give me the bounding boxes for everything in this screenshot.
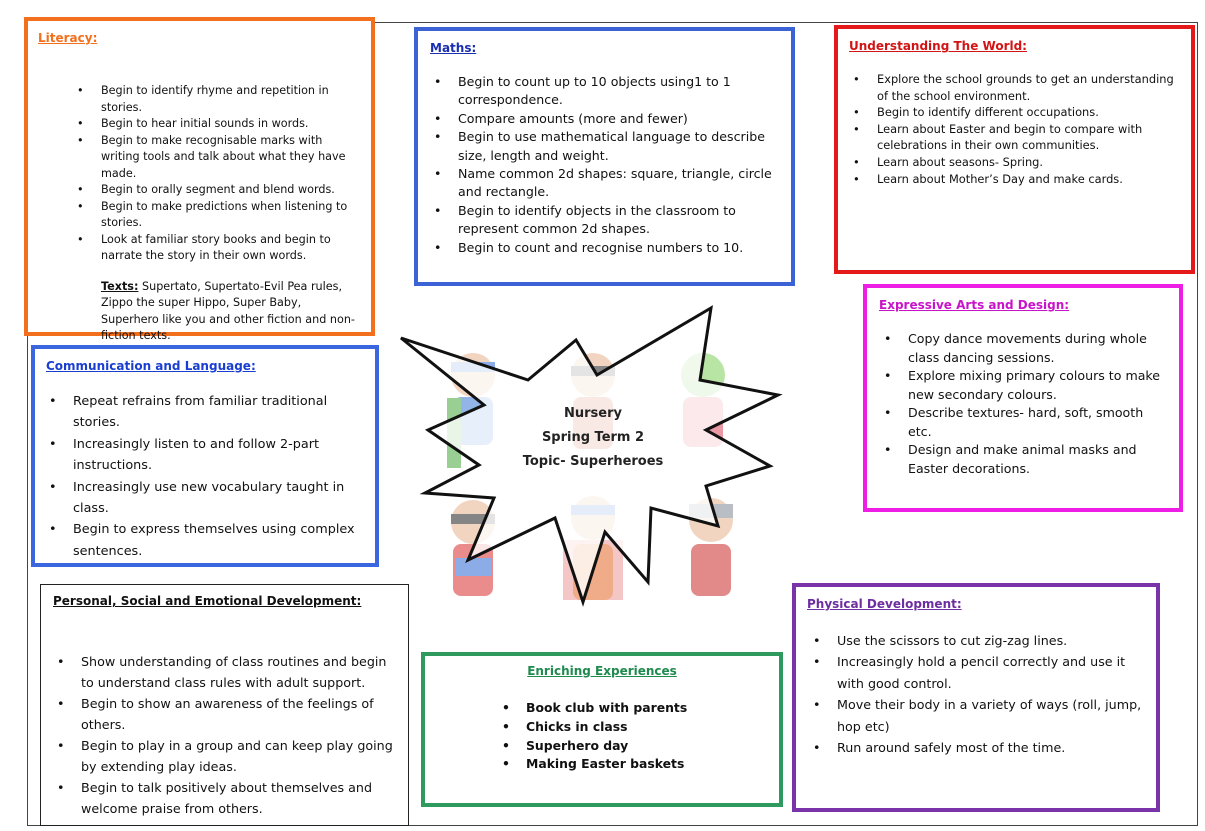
list-item: • Begin to count up to 10 objects using1 to 1 correspondence. <box>458 73 781 110</box>
list-item: • Making Easter baskets <box>526 755 769 774</box>
center-line-2: Spring Term 2 <box>541 430 645 445</box>
utw-title: Understanding The World: <box>849 39 1027 53</box>
list-item: • Begin to show an awareness of the feelings of others. <box>81 693 398 735</box>
list-item: • Begin to orally segment and blend words. <box>101 182 361 199</box>
enriching-experiences-box <box>421 652 783 807</box>
list-item: • Increasingly use new vocabulary taught in class. <box>73 477 365 520</box>
list-item: • Describe textures- hard, soft, smooth etc. <box>908 404 1169 441</box>
texts-label: Texts: <box>101 279 139 293</box>
maths-title: Maths: <box>430 41 477 55</box>
literacy-title: Literacy: <box>38 31 98 45</box>
communication-language-box <box>31 345 379 567</box>
list-item: • Compare amounts (more and fewer) <box>458 110 781 128</box>
list-item: • Repeat refrains from familiar traditional stories. <box>73 391 365 434</box>
list-item: • Begin to identify rhyme and repetition in stories. <box>101 83 361 116</box>
maths-list <box>430 73 781 257</box>
expressive-arts-box <box>863 284 1183 512</box>
list-item: • Copy dance movements during whole class dancing sessions. <box>908 330 1169 367</box>
psed-box <box>40 584 409 826</box>
cl-list <box>46 391 365 562</box>
pd-list <box>807 630 1146 758</box>
list-item: • Begin to talk positively about themselves and welcome praise from others. <box>81 777 398 819</box>
enrich-list <box>435 699 769 774</box>
enrich-title: Enriching Experiences <box>527 664 677 678</box>
list-item: • Explore mixing primary colours to make new secondary colours. <box>908 367 1169 404</box>
list-item: • Begin to identify objects in the classroom to represent common 2d shapes. <box>458 202 781 239</box>
pd-title: Physical Development: <box>807 597 962 611</box>
list-item: • Book club with parents <box>526 699 769 718</box>
utw-list <box>849 71 1181 187</box>
list-item: • Begin to make recognisable marks with writing tools and talk about what they have made. <box>101 133 361 183</box>
list-item: • Learn about Mother’s Day and make cards. <box>877 171 1181 188</box>
list-item: • Begin to make predictions when listening to stories. <box>101 199 361 232</box>
list-item: • Begin to play in a group and can keep play going by extending play ideas. <box>81 735 398 777</box>
physical-development-box <box>792 583 1160 812</box>
list-item: • Increasingly hold a pencil correctly and use it with good control. <box>837 651 1146 694</box>
psed-list <box>53 651 398 819</box>
list-item: • Show understanding of class routines and begin to understand class rules with adult support. <box>81 651 398 693</box>
ead-title: Expressive Arts and Design: <box>879 298 1070 312</box>
list-item: • Begin to hear initial sounds in words. <box>101 116 361 133</box>
topic-starburst <box>393 300 793 610</box>
list-item: • Begin to identify different occupations. <box>877 104 1181 121</box>
texts-body: Supertato, Supertato-Evil Pea rules, Zippo the super Hippo, Super Baby, Superhero like you and other fiction and non-fiction texts. <box>101 279 355 342</box>
list-item: • Design and make animal masks and Easter decorations. <box>908 441 1169 478</box>
literacy-list <box>38 83 361 265</box>
list-item: • Look at familiar story books and begin to narrate the story in their own words. <box>101 232 361 265</box>
center-line-1: Nursery <box>564 406 622 421</box>
list-item: • Run around safely most of the time. <box>837 737 1146 758</box>
list-item: • Use the scissors to cut zig-zag lines. <box>837 630 1146 651</box>
list-item: • Explore the school grounds to get an understanding of the school environment. <box>877 71 1181 104</box>
list-item: • Begin to use mathematical language to describe size, length and weight. <box>458 128 781 165</box>
list-item: • Superhero day <box>526 737 769 756</box>
understanding-world-box <box>834 25 1195 274</box>
list-item: • Begin to express themselves using complex sentences. <box>73 519 365 562</box>
list-item: • Learn about Easter and begin to compare with celebrations in their own communities. <box>877 121 1181 154</box>
literacy-texts <box>101 279 361 345</box>
list-item: • Learn about seasons- Spring. <box>877 154 1181 171</box>
cl-title: Communication and Language: <box>46 359 256 373</box>
list-item: • Name common 2d shapes: square, triangle, circle and rectangle. <box>458 165 781 202</box>
list-item: • Increasingly listen to and follow 2-part instructions. <box>73 434 365 477</box>
psed-title: Personal, Social and Emotional Development: <box>53 594 362 608</box>
list-item: • Chicks in class <box>526 718 769 737</box>
list-item: • Begin to count and recognise numbers to 10. <box>458 239 781 257</box>
list-item: • Move their body in a variety of ways (roll, jump, hop etc) <box>837 694 1146 737</box>
literacy-box <box>24 17 375 342</box>
maths-box <box>414 27 795 286</box>
ead-list <box>879 330 1169 478</box>
center-line-3: Topic- Superheroes <box>522 454 664 469</box>
